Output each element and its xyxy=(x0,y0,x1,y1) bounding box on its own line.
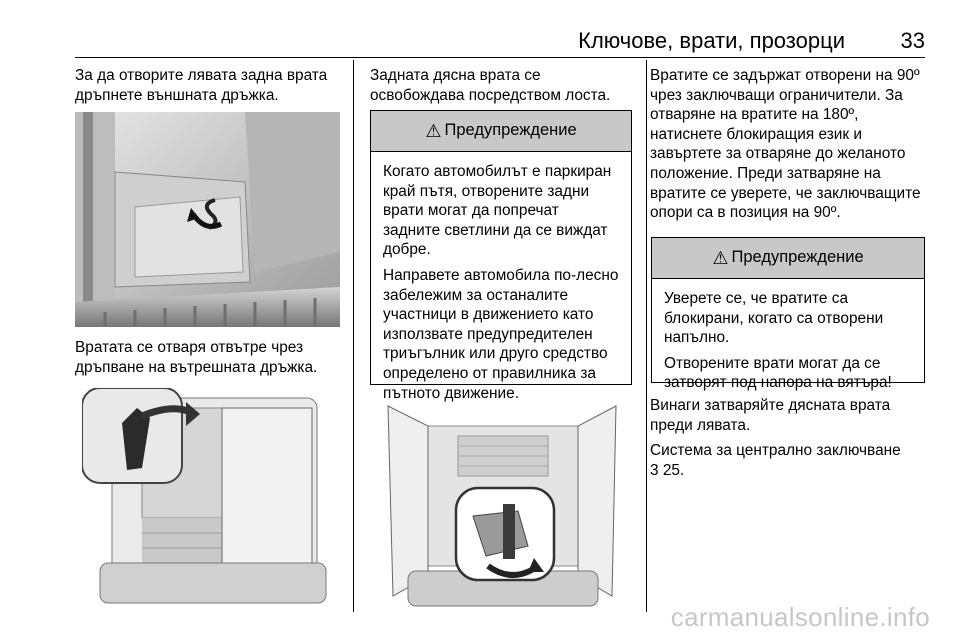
photo-door-inner-handle xyxy=(75,112,340,327)
page-reference-link[interactable]: 25. xyxy=(662,461,685,479)
paragraph-door-stops: Вратите се задържат отворени на 90º чрез заключващи ограничители. За отваряне на вратите на 180º, натиснете блокиращия език и завъртете за отваряне до желаното положение. Преди затваряне на вратите се уверете, че заключващите опори са в позиция на 90º. xyxy=(650,67,921,222)
warning-paragraph: Когато автомобилът е паркиран край пътя, отворените задни врати могат да попречат задните светлини да се виждат добре. xyxy=(383,163,612,259)
column-2 xyxy=(370,66,635,105)
column-divider-1 xyxy=(353,60,354,612)
warning-paragraph: Отворените врати могат да се затворят под напора на вятъра! xyxy=(664,354,892,392)
column-1 xyxy=(75,66,341,105)
column-1-lower xyxy=(75,338,341,377)
central-locking-text: Система за централно заключване xyxy=(650,442,901,460)
column-3 xyxy=(650,66,930,223)
watermark: carmanualsonline.info xyxy=(670,602,930,632)
page-title: Ключове, врати, прозорци xyxy=(578,28,845,53)
paragraph-central-locking xyxy=(650,441,930,480)
warning-box-2 xyxy=(651,237,925,392)
column-3-lower xyxy=(650,396,930,480)
warning-paragraph: Уверете се, че вратите са блокирани, когато са отворени напълно. xyxy=(664,290,884,347)
warning-triangle-icon: ⚠ xyxy=(712,248,729,268)
page-reference-arrow-icon: 3 xyxy=(650,461,659,479)
warning-title: Предупреждение xyxy=(444,121,577,140)
warning-box-1 xyxy=(370,110,632,402)
warning-title: Предупреждение xyxy=(731,248,864,267)
warning-header xyxy=(371,111,631,152)
paragraph-right-door-lever: Задната дясна врата се освобождава посредством лоста. xyxy=(370,67,611,104)
paragraph-close-order: Винаги затваряйте дясната врата преди лявата. xyxy=(650,397,891,434)
header-rule xyxy=(75,57,925,58)
page-header xyxy=(75,28,925,58)
column-divider-2 xyxy=(646,60,647,612)
warning-triangle-icon: ⚠ xyxy=(425,121,442,141)
warning-header xyxy=(652,238,924,279)
paragraph-left-door-inside: Вратата се отваря отвътре чрез дръпване на вътрешната дръжка. xyxy=(75,339,318,376)
warning-paragraph: Направете автомобила по-лесно забележим за останалите участници в движението като използвате предупредителен триъгълник или друго средство определено от правилника за пътното движение. xyxy=(383,266,619,402)
page-number: 33 xyxy=(900,28,925,53)
photo-van-rear-doors-open xyxy=(368,396,636,610)
paragraph-left-door-outside: За да отворите лявата задна врата дръпнете външната дръжка. xyxy=(75,67,328,104)
photo-van-rear-lever xyxy=(82,388,344,610)
